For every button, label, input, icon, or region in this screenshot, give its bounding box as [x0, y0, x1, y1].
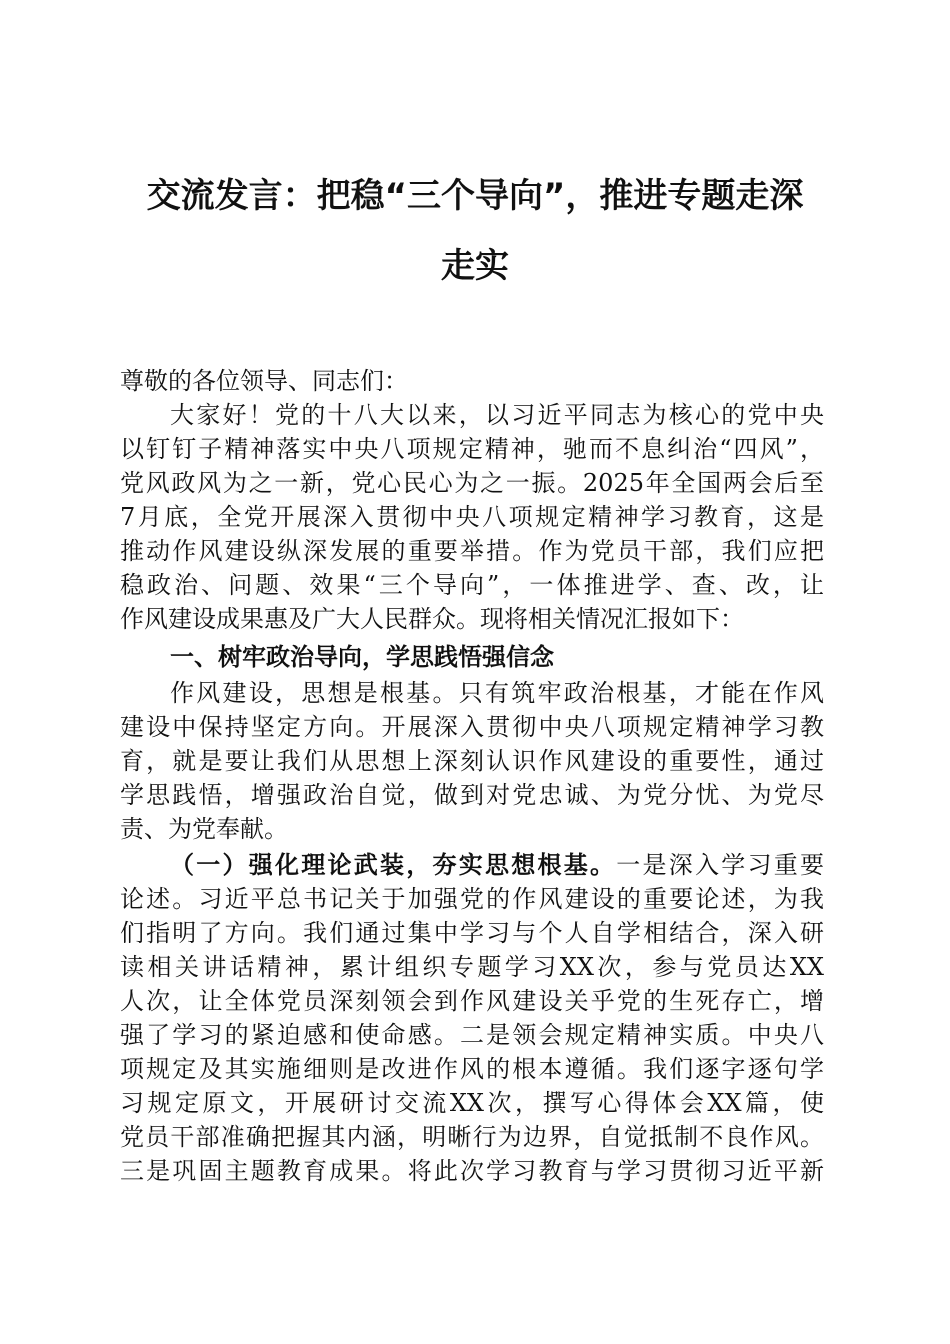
paragraph-line: 以钉钉子精神落实中央八项规定精神，驰而不息纠治“四风”， [120, 435, 824, 463]
paragraph-line: 党风政风为之一新，党心民心为之一振。2025年全国两会后至 [120, 469, 824, 497]
greeting: 尊敬的各位领导、同志们： [120, 367, 408, 395]
paragraph-line: 推动作风建设纵深发展的重要举措。作为党员干部，我们应把 [120, 537, 824, 565]
paragraph-line: 育，就是要让我们从思想上深刻认识作风建设的重要性，通过 [120, 747, 824, 775]
document-title-line-1: 交流发言：把稳“三个导向”，推进专题走深 [146, 176, 804, 216]
paragraph-line: 项规定及其实施细则是改进作风的根本遵循。我们逐字逐句学 [120, 1055, 824, 1083]
paragraph-line: 稳政治、问题、效果“三个导向”，一体推进学、查、改，让 [120, 571, 824, 599]
paragraph-line: 党员干部准确把握其内涵，明晰行为边界，自觉抵制不良作风。 [120, 1123, 824, 1151]
paragraph-line: 作风建设，思想是根基。只有筑牢政治根基，才能在作风 [170, 679, 824, 707]
paragraph-line: 习规定原文，开展研讨交流XX次，撰写心得体会XX篇，使 [120, 1089, 824, 1117]
paragraph-line: 读相关讲话精神，累计组织专题学习XX次，参与党员达XX [120, 953, 824, 981]
paragraph-line: 7月底，全党开展深入贯彻中央八项规定精神学习教育，这是 [120, 503, 824, 531]
paragraph-line: 大家好！党的十八大以来，以习近平同志为核心的党中央 [170, 401, 824, 429]
section-heading: 一、树牢政治导向，学思践悟强信念 [170, 643, 554, 671]
paragraph-line: 作风建设成果惠及广大人民群众。现将相关情况汇报如下： [120, 605, 744, 633]
paragraph-line: 建设中保持坚定方向。开展深入贯彻中央八项规定精神学习教 [120, 713, 824, 741]
paragraph-line: 责、为党奉献。 [120, 815, 288, 843]
paragraph-line: 学思践悟，增强政治自觉，做到对党忠诚、为党分忧、为党尽 [120, 781, 824, 809]
paragraph-line: 人次，让全体党员深刻领会到作风建设关乎党的生死存亡，增 [120, 987, 824, 1015]
subsection-heading: （一）强化理论武装，夯实思想根基。 [170, 850, 617, 879]
subsection-first-line [170, 848, 824, 882]
paragraph-line: 们指明了方向。我们通过集中学习与个人自学相结合，深入研 [120, 919, 824, 947]
paragraph-line: 三是巩固主题教育成果。将此次学习教育与学习贯彻习近平新 [120, 1157, 824, 1185]
document-title-line-2: 走实 [441, 246, 509, 286]
paragraph-line: 论述。习近平总书记关于加强党的作风建设的重要论述，为我 [120, 885, 824, 913]
subsection-first-line-text: 一是深入学习重要 [616, 851, 824, 879]
paragraph-line: 强了学习的紧迫感和使命感。二是领会规定精神实质。中央八 [120, 1021, 824, 1049]
